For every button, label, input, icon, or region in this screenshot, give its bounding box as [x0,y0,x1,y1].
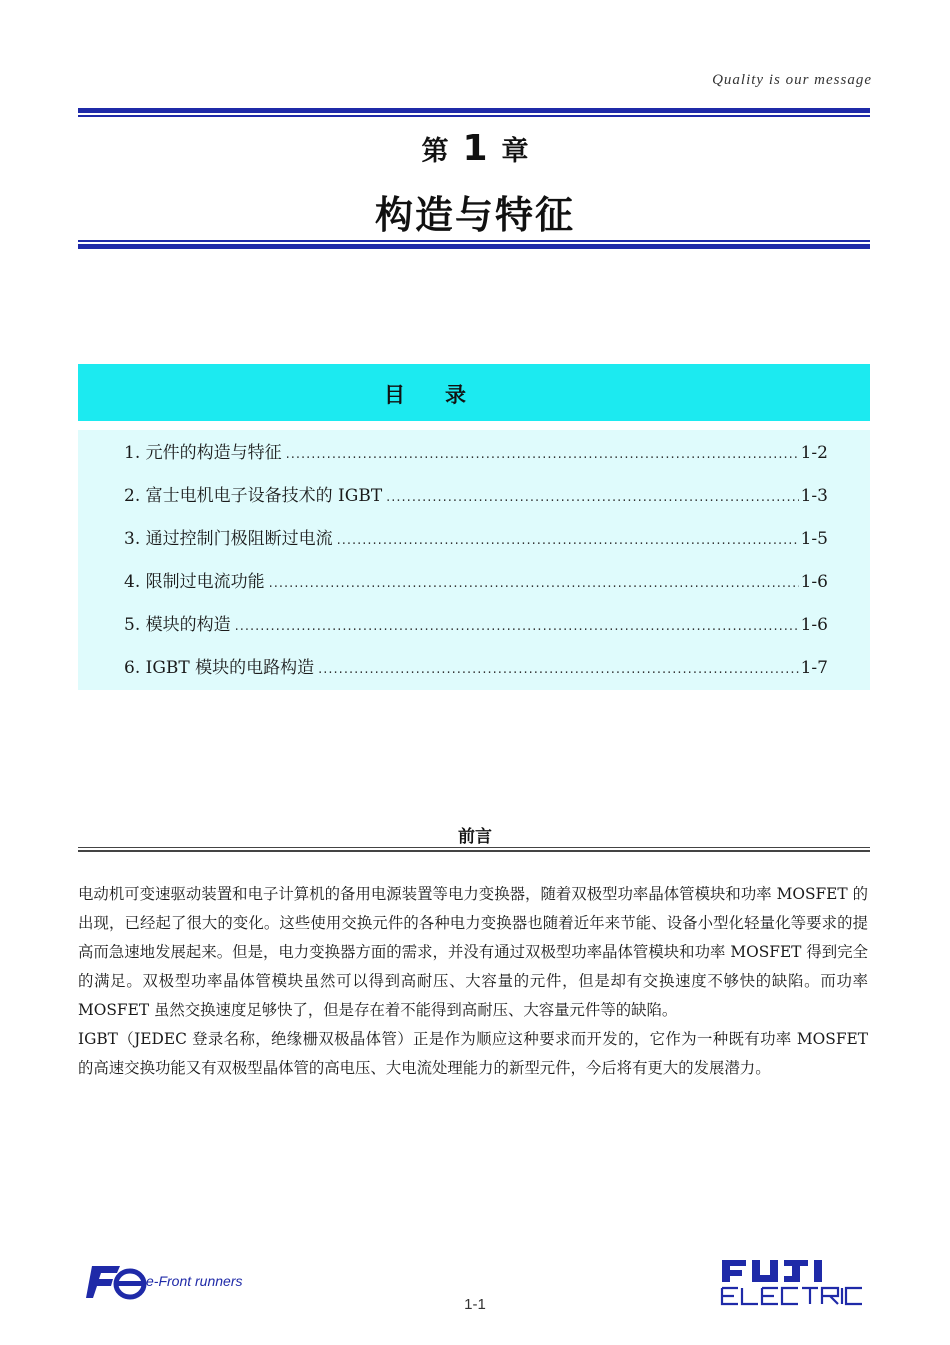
toc-item[interactable] [124,526,828,569]
toc-item[interactable] [124,612,828,655]
toc-leader-dots [286,442,799,468]
toc-leader-dots [318,657,798,683]
preface-rule [78,847,870,848]
page-title: 构造与特征 [374,193,575,237]
toc-item-page: 1-6 [800,572,828,592]
preface-heading: 前言 [458,827,492,847]
toc-item-label: 1. 元件的构造与特征 [124,443,282,463]
page-number: 1-1 [464,1296,486,1313]
toc-item-page: 1-3 [800,486,828,506]
fuji-electric-logo [720,1258,876,1308]
toc-item-label: 3. 通过控制门极阻断过电流 [124,529,333,549]
toc-item-label: 5. 模块的构造 [124,615,231,635]
toc-item[interactable] [124,483,828,526]
toc-item-page: 1-5 [800,529,828,549]
toc-heading: 目录 [384,383,506,407]
preface-paragraph: 电动机可变速驱动装置和电子计算机的备用电源装置等电力变换器，随着双极型功率晶体管模块和功率 MOSFET 的出现，已经起了很大的变化。这些使用交换元件的各种电力变换器也随着近年来节能、设备小型化轻量化等要求的提高而急速地发展起来。但是，电力变换器方面的需求，并没有通过双极型功率晶体管模块和功率 MOSFET 得到完全的满足。双极型功率晶体管模块虽然可以得到高耐压、大容量的元件，但是却有交换速度不够快的缺陷。而功率 MOSFET 虽然交换速度足够快了，但是存在着不能得到高耐压、大容量元件等的缺陷。 [78,885,868,1019]
toc-body [78,430,870,690]
preface-body [78,880,868,1083]
toc-item-label: 6. IGBT 模块的电路构造 [124,658,315,678]
toc-item-label: 2. 富士电机电子设备技术的 IGBT [124,486,383,506]
toc-item[interactable] [124,569,828,612]
chapter-number: 1 [462,128,488,169]
toc-leader-dots [235,614,799,640]
toc-item-page: 1-7 [800,658,828,678]
toc-item[interactable] [124,655,828,698]
fuji-electric-logo-icon [720,1258,876,1308]
chapter-prefix: 第 [421,136,449,167]
toc-leader-dots [386,485,798,511]
header-rule-top [78,108,870,117]
fe-logo-slogan: e-Front runners [146,1273,243,1289]
toc-leader-dots [269,571,799,597]
preface-rule [78,850,870,852]
toc-list [124,440,828,698]
chapter-suffix: 章 [501,136,529,167]
toc-item-page: 1-2 [800,443,828,463]
preface-paragraph: IGBT（JEDEC 登录名称，绝缘栅双极晶体管）正是作为顺应这种要求而开发的，它作为一种既有功率 MOSFET 的高速交换功能又有双极型晶体管的高电压、大电流处理能力的新型元件，今后将有更大的发展潜力。 [78,1030,868,1077]
toc-leader-dots [337,528,799,554]
header-rule-bottom [78,240,870,249]
toc-item-page: 1-6 [800,615,828,635]
toc-item-label: 4. 限制过电流功能 [124,572,265,592]
toc-item[interactable] [124,440,828,483]
toc-header [78,364,870,421]
tagline: Quality is our message [712,72,872,88]
chapter-heading [0,128,950,169]
